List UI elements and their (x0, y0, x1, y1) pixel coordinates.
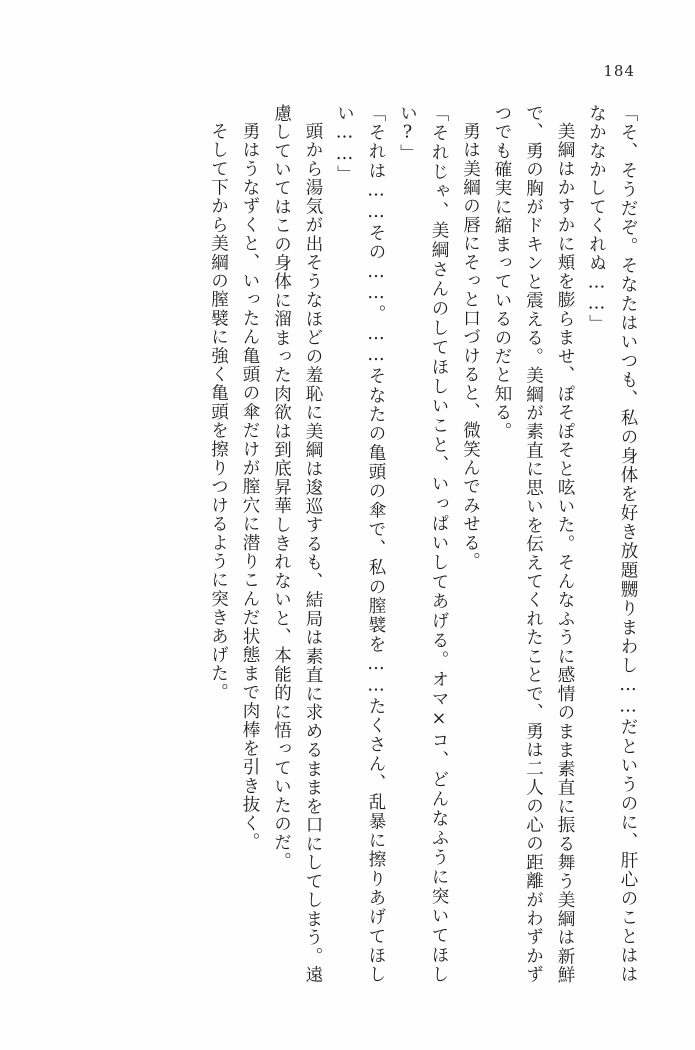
paragraph: 勇は美綱の唇にそっと口づけると、微笑んでみせる。 (460, 121, 481, 571)
paragraph: 「そ、そうだぞ。そなたはいつも、私の身体を好き放題嬲りまわし……だというのに、肝心のことははなかなかしてくれぬ……」 (586, 104, 638, 984)
paragraph: そして下から美綱の膣襞に強く亀頭を擦りつけるように突きあげた。 (208, 121, 229, 702)
paragraph: 頭から湯気が出そうなほどの羞恥に美綱は逡巡するも、結局は素直に求めるままを口にしてしまう。遠慮していてはこの身体に溜まった肉欲は到底昇華しきれないと、本能的に悟っていたのだ。 (271, 104, 323, 984)
page-number: 184 (603, 62, 635, 80)
paragraph: 「それじゃ、美綱さんのしてほしいこと、いっぱいしてあげる。オマ×コ、どんなふうに突いてほしい?」 (397, 104, 449, 984)
paragraph: 美綱はかすかに頬を膨らませ、ぽそぽそと呟いた。そんなふうに感情のまま素直に振る舞う美綱は新鮮で、勇の胸がドキンと震える。美綱が素直に思いを伝えてくれたことで、勇は二人の心の距離がわずかずつでも確実に縮まっているのだと知る。 (492, 104, 575, 984)
paragraph: 勇はうなずくと、いったん亀頭の傘だけが膣穴に潜りこんだ状態まで肉棒を引き抜く。 (240, 121, 260, 851)
body-text (46, 104, 643, 984)
paragraph: 「それは……その……。……そなたの亀頭の傘で、私の膣襞を……たくさん、乱暴に擦りあげてほしい……」 (334, 104, 386, 984)
